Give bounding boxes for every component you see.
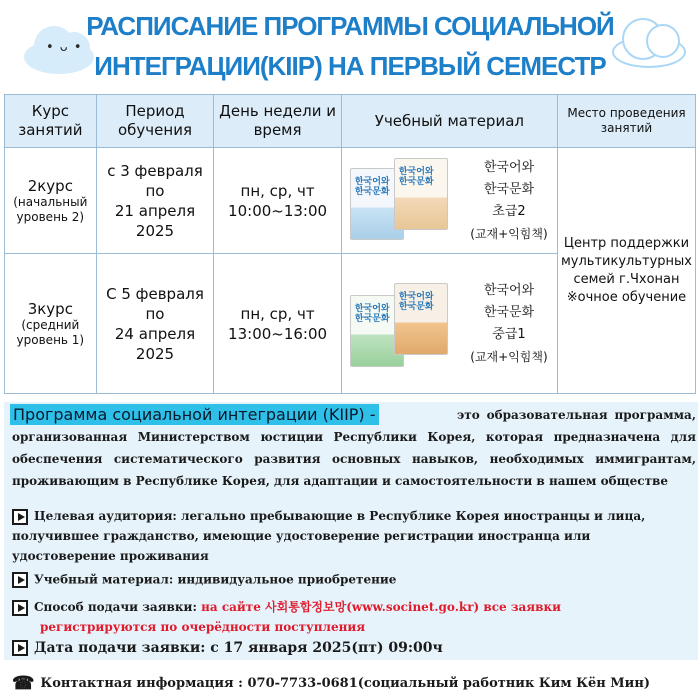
header-day-time: День недели и время bbox=[214, 95, 341, 148]
days: пн, ср, чт bbox=[240, 304, 315, 323]
material-level: 초급2 bbox=[492, 203, 526, 219]
course-level: (средний уровень 1) bbox=[16, 317, 85, 347]
course-level: (начальный уровень 2) bbox=[13, 194, 88, 224]
material-note: (교재+익힘책) bbox=[470, 226, 548, 241]
play-icon bbox=[12, 640, 28, 656]
header-place: Место проведения занятий bbox=[557, 95, 695, 148]
contact-text: Контактная информация : 070-7733-0681(социальный работник Ким Кён Мин) bbox=[40, 676, 650, 691]
material-text: Учебный материал: индивидуальное приобретение bbox=[34, 572, 397, 587]
course-cell bbox=[5, 254, 97, 394]
phone-icon: ☎ bbox=[12, 673, 35, 694]
period-cell bbox=[96, 254, 214, 394]
description-text: это образовательная программа, организованная Министерством юстиции Республики Корея, которая предназначена для обеспечения систематического развития основных навыков, необходимых иммигрантам, проживающим в Республике Корея, для адаптации и самостоятельности в нашем обществе bbox=[12, 408, 696, 488]
material-item bbox=[12, 572, 396, 588]
program-title: Программа социальной интеграции (KIIP) - bbox=[10, 404, 379, 425]
textbook-image: 한국어와 한국문화 한국어와 한국문화 bbox=[350, 158, 450, 244]
table-row bbox=[5, 148, 696, 254]
header-course: Курс занятий bbox=[5, 95, 97, 148]
deadline-text: Дата подачи заявки: с 17 января 2025(пт) 09:00ч bbox=[34, 640, 443, 656]
period-end: 24 апреля 2025 bbox=[114, 324, 196, 363]
play-icon bbox=[12, 509, 28, 525]
material-line: 한국문화 bbox=[483, 181, 535, 197]
contact-item bbox=[12, 673, 650, 694]
place-cell: Центр поддержки мультикультурных семей г.Чхонан ※очное обучение bbox=[557, 148, 695, 394]
header-material: Учебный материал bbox=[341, 95, 557, 148]
header-period: Период обучения bbox=[96, 95, 214, 148]
page-title-line1: РАСПИСАНИЕ ПРОГРАММЫ СОЦИАЛЬНОЙ bbox=[86, 11, 614, 41]
material-line: 한국어와 bbox=[483, 282, 535, 298]
deadline-item bbox=[12, 640, 443, 656]
table-header-row bbox=[5, 95, 696, 148]
material-note: (교재+익힘책) bbox=[470, 349, 548, 364]
course-name: 2курс bbox=[27, 176, 73, 195]
apply-order: регистрируются по очерёдности поступления bbox=[40, 620, 366, 634]
material-level: 중급1 bbox=[492, 326, 526, 342]
apply-item bbox=[12, 597, 696, 637]
period-start: с 3 февраля по bbox=[107, 161, 203, 200]
material-line: 한국어와 bbox=[483, 159, 535, 175]
day-time-cell bbox=[214, 148, 341, 254]
material-cell bbox=[341, 148, 557, 254]
course-name: 3курс bbox=[27, 299, 73, 318]
cloud-icon bbox=[608, 14, 688, 66]
period-end: 21 апреля 2025 bbox=[114, 201, 196, 240]
apply-method: на сайте 사회통합정보망(www.socinet.go.kr) все заявки bbox=[201, 600, 562, 614]
day-time-cell bbox=[214, 254, 341, 394]
time: 10:00~13:00 bbox=[228, 201, 328, 220]
material-cell bbox=[341, 254, 557, 394]
days: пн, ср, чт bbox=[240, 181, 315, 200]
cloud-smile-icon: • ᴗ • bbox=[18, 24, 98, 74]
page-title-line2: ИНТЕГРАЦИИ(KIIP) НА ПЕРВЫЙ СЕМЕСТР bbox=[94, 51, 606, 81]
period-start: С 5 февраля по bbox=[106, 284, 204, 323]
material-line: 한국문화 bbox=[483, 304, 535, 320]
textbook-image: 한국어와 한국문화 한국어와 한국문화 bbox=[350, 281, 450, 367]
play-icon bbox=[12, 572, 28, 588]
play-icon bbox=[12, 600, 28, 616]
course-cell bbox=[5, 148, 97, 254]
schedule-table bbox=[4, 94, 696, 394]
audience-item bbox=[12, 506, 696, 566]
apply-label: Способ подачи заявки: bbox=[34, 600, 197, 614]
audience-text: Целевая аудитория: легально пребывающие в Республике Корея иностранцы и лица, получившее гражданство, имеющие удостоверение регистрации иностранца или удостоверение проживания bbox=[12, 509, 646, 563]
period-cell bbox=[96, 148, 214, 254]
time: 13:00~16:00 bbox=[228, 324, 328, 343]
